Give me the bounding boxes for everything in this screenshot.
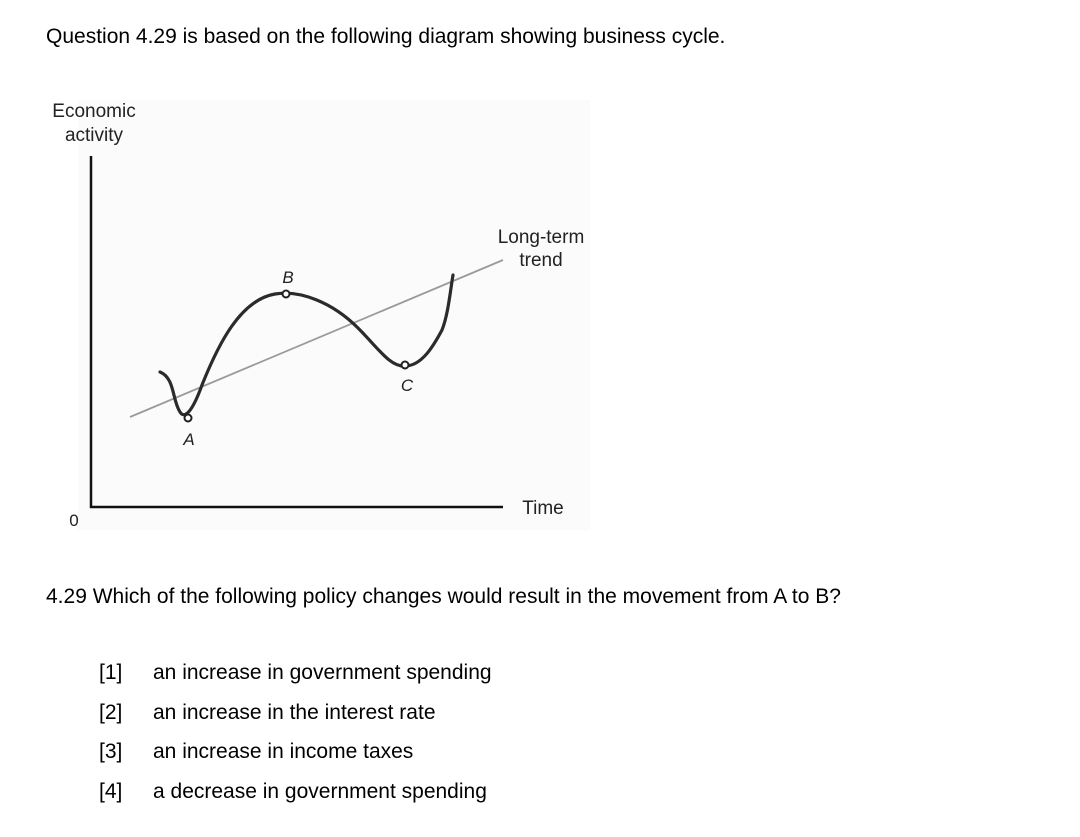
option-number: [3] [99, 740, 123, 763]
answer-options [99, 660, 492, 818]
option-number: [1] [99, 661, 123, 684]
answer-option-1 [99, 660, 492, 700]
y-axis-label-line2: activity [64, 125, 124, 146]
option-text: an increase in the interest rate [153, 700, 436, 724]
option-text: an increase in income taxes [153, 740, 414, 763]
answer-option-4 [99, 779, 492, 819]
option-text: an increase in government spending [153, 661, 492, 684]
point-a-label: A [183, 430, 195, 449]
origin-label: 0 [69, 511, 79, 530]
option-number: [2] [99, 700, 123, 724]
answer-option-3 [99, 739, 492, 779]
option-number: [4] [99, 779, 123, 803]
answer-option-2 [99, 700, 492, 740]
point-c-marker [402, 362, 409, 369]
point-b-marker [283, 291, 290, 298]
trend-label-line1: Long-term [497, 227, 585, 248]
y-axis-label-line1: Economic [52, 101, 136, 122]
point-a-marker [185, 415, 192, 422]
business-cycle-diagram [0, 0, 620, 560]
diagram-background [78, 100, 590, 530]
trend-label-line2: trend [519, 250, 563, 271]
x-axis-label: Time [522, 498, 564, 519]
option-text: a decrease in government spending [153, 779, 487, 803]
point-b-label: B [282, 268, 294, 287]
question-intro: Question 4.29 is based on the following diagram showing business cycle. [46, 25, 726, 48]
point-c-label: C [400, 376, 414, 395]
question-text: 4.29 Which of the following policy changes would result in the movement from A to B? [46, 585, 841, 608]
